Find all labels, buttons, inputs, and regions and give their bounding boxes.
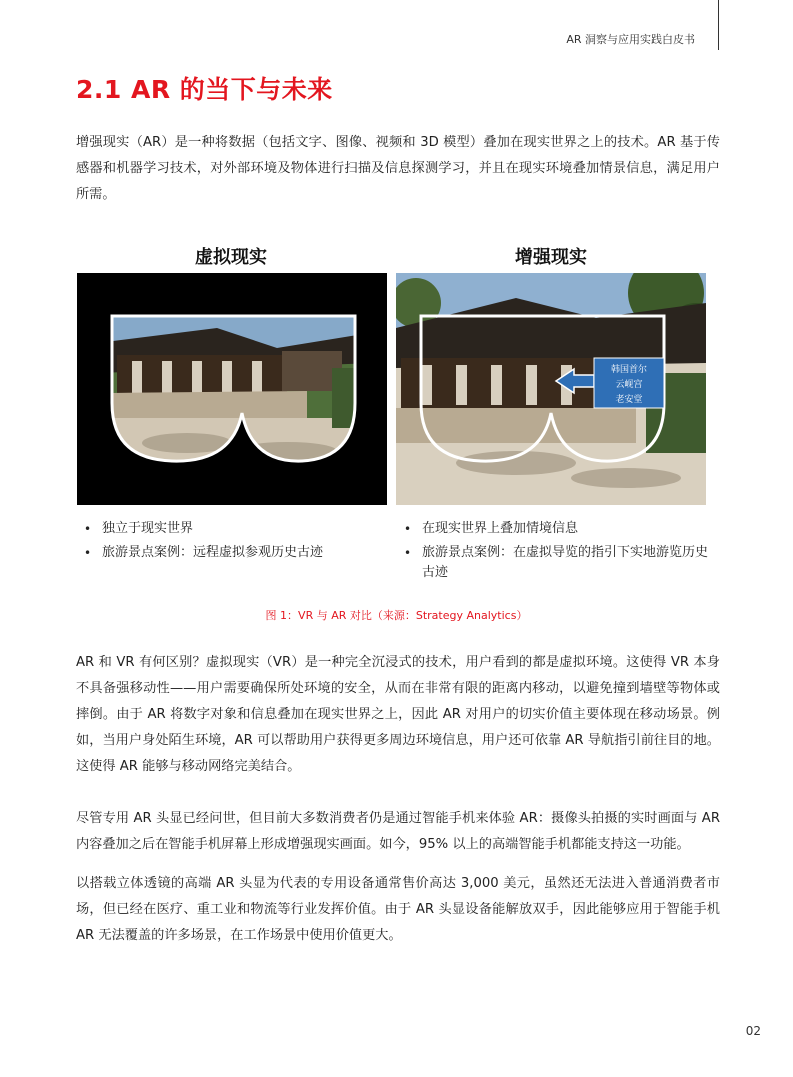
section-title: 2.1 AR 的当下与未来 (76, 75, 333, 104)
header-divider (718, 0, 719, 50)
vr-bullet-1: • 独立于现实世界 (80, 519, 380, 539)
ar-bullet-2: • 旅游景点案例：在虚拟导览的指引下实地游览历史古迹 (400, 543, 710, 583)
body-paragraph-1: AR 和 VR 有何区别？虚拟现实（VR）是一种完全沉浸式的技术，用户看到的都是虚拟环境。这使得 VR 本身不具备强移动性——用户需要确保所处环境的安全，从而在非常有限的距离内移动，以避免撞到墙壁等物体或摔倒。由于 AR 将数字对象和信息叠加在现实世界之上，因此 AR 对用户的切实价值主要体现在移动场景。例如，当用户身处陌生环境，AR 可以帮助用户获得更多周边环境信息，用户还可依靠 AR 导航指引前往目的地。这使得 AR 能够与移动网络完美结合。 (76, 655, 720, 774)
ar-label-line-2: 云岘宫 (615, 380, 643, 390)
figure-caption: 图 1：VR 与 AR 对比（来源：Strategy Analytics） (265, 609, 528, 622)
page-number: 02 (745, 1024, 761, 1038)
body-paragraph-3: 以搭载立体透镜的高端 AR 头显为代表的专用设备通常售价高达 3,000 美元，虽然还无法进入普通消费者市场，但已经在医疗、重工业和物流等行业发挥价值。由于 AR 头显设备能解放双手，因此能够应用于智能手机 AR 无法覆盖的许多场景，在工作场景中使用价值更大。 (76, 876, 720, 943)
ar-photo (396, 273, 706, 505)
vr-photo (77, 273, 387, 505)
vr-figure-title: 虚拟现实 (195, 247, 267, 268)
intro-paragraph: 增强现实（AR）是一种将数据（包括文字、图像、视频和 3D 模型）叠加在现实世界之上的技术。AR 基于传感器和机器学习技术，对外部环境及物体进行扫描及信息探测学习，并且在现实环境叠加情景信息，满足用户所需。 (76, 135, 720, 202)
ar-figure-title: 增强现实 (515, 247, 587, 268)
ar-label-line-3: 老安堂 (615, 395, 643, 405)
ar-bullet-list (400, 519, 710, 587)
vr-bullet-2: • 旅游景点案例：远程虚拟参观历史古迹 (80, 543, 380, 563)
vr-bullet-list (80, 519, 380, 567)
header-title: AR 洞察与应用实践白皮书 (566, 33, 695, 46)
ar-label-line-1: 韩国首尔 (610, 365, 648, 375)
body-paragraph-2: 尽管专用 AR 头显已经问世，但目前大多数消费者仍是通过智能手机来体验 AR：摄像头拍摄的实时画面与 AR 内容叠加之后在智能手机屏幕上形成增强现实画面。如今，95% 以上的高端智能手机都能支持这一功能。 (76, 811, 720, 852)
ar-bullet-1: • 在现实世界上叠加情境信息 (400, 519, 710, 539)
